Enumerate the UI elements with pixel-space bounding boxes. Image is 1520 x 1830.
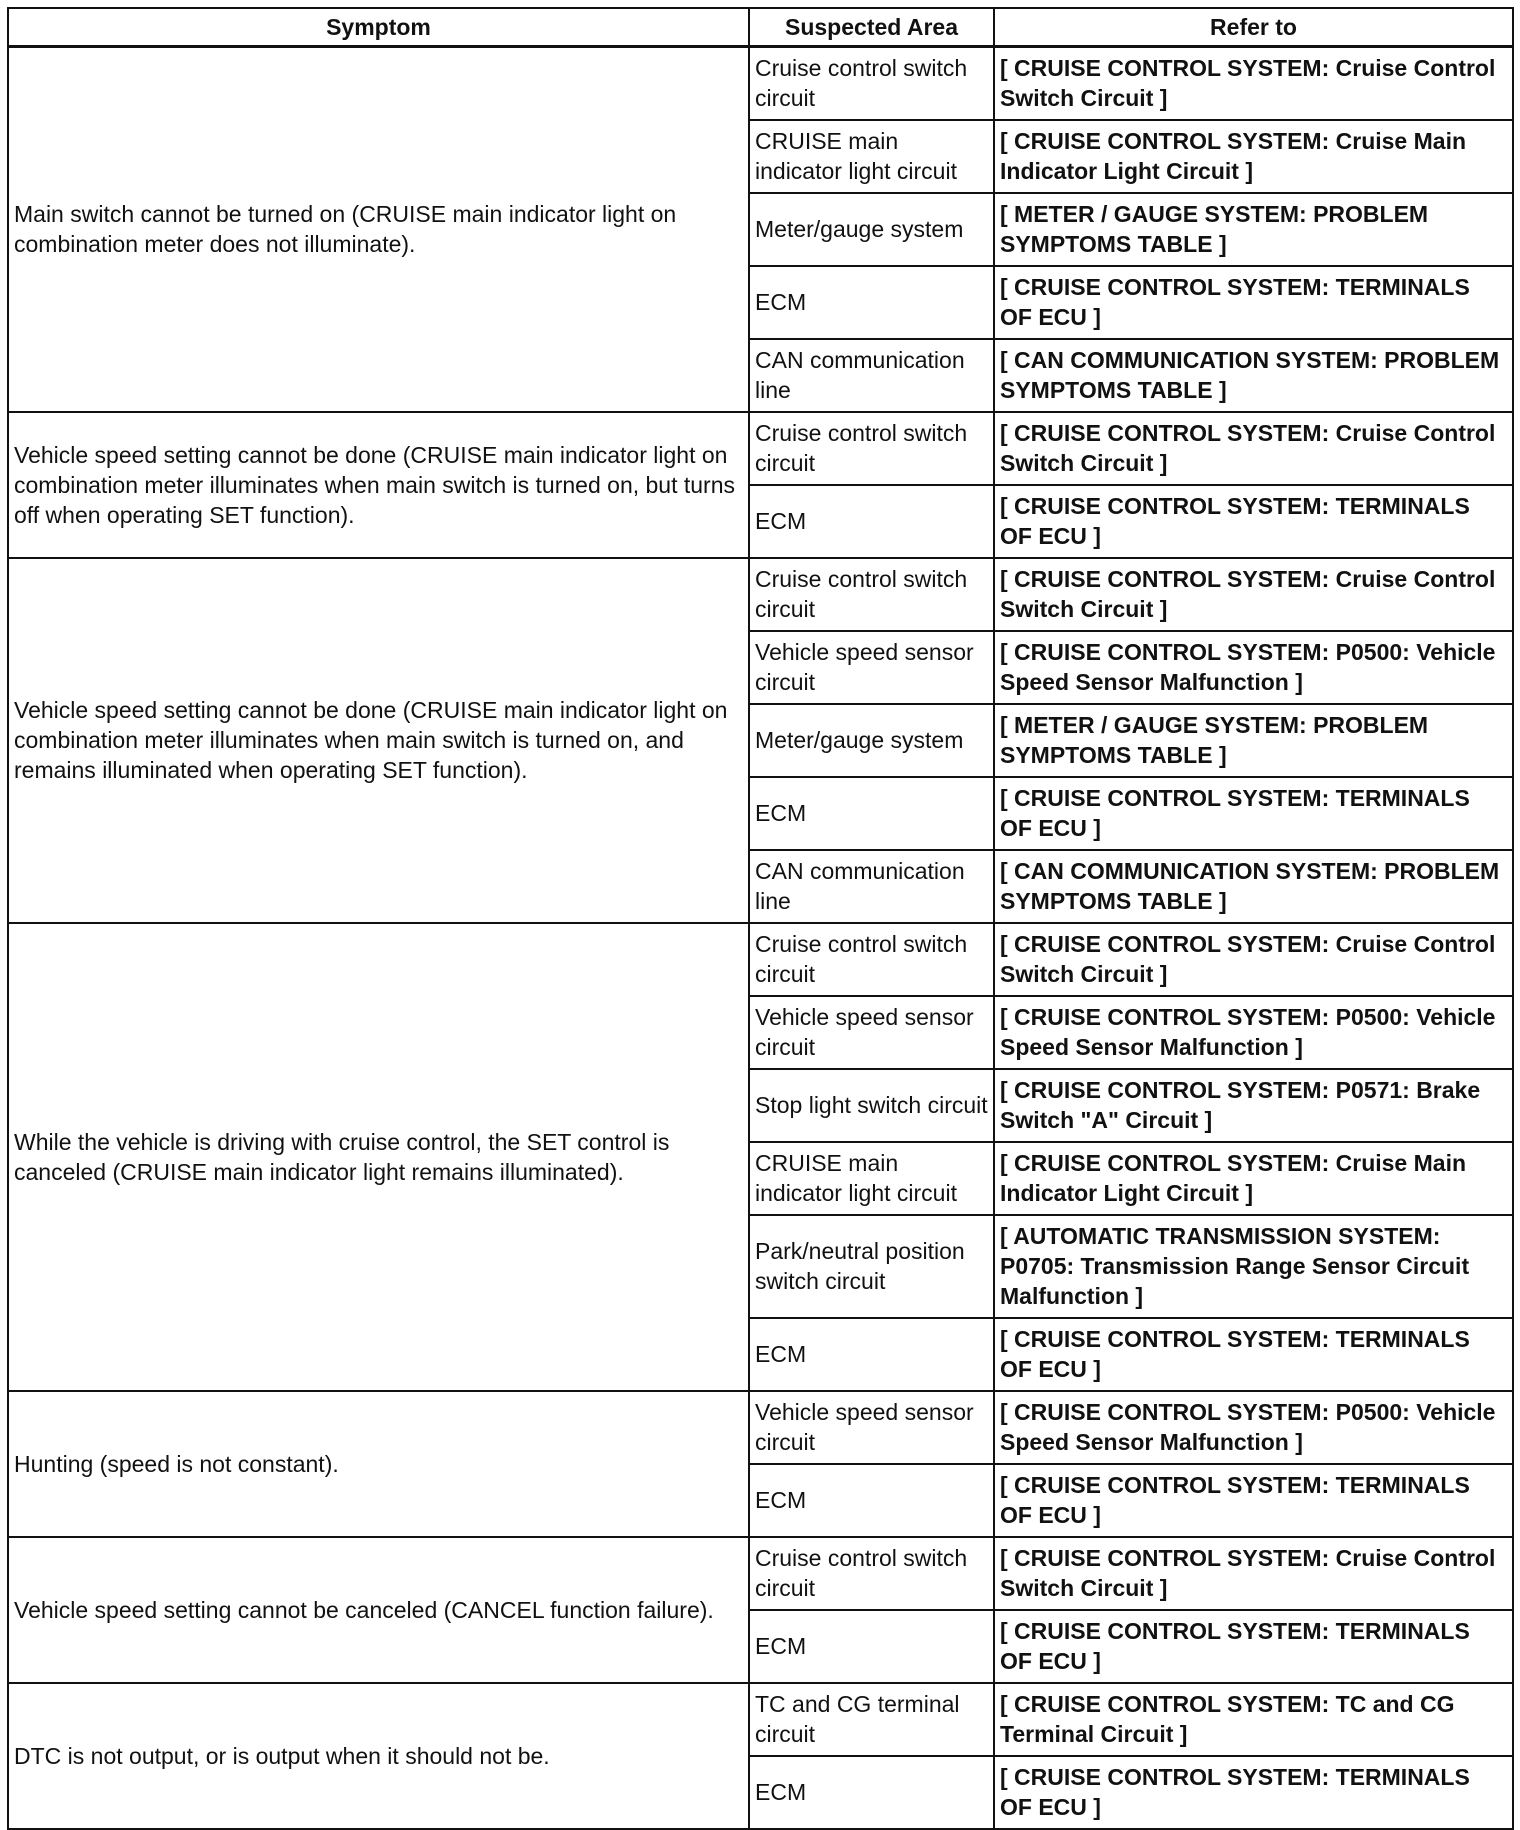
table-row xyxy=(8,412,1513,485)
table-row xyxy=(8,923,1513,996)
suspected-area-cell: Cruise control switch circuit xyxy=(749,1537,994,1610)
suspected-area-cell: ECM xyxy=(749,485,994,558)
table-row xyxy=(8,1537,1513,1610)
suspected-area-cell: ECM xyxy=(749,1756,994,1829)
symptom-cell: Hunting (speed is not constant). xyxy=(8,1391,749,1537)
column-header-symptom: Symptom xyxy=(8,8,749,47)
table-header-row xyxy=(8,8,1513,47)
refer-to-link[interactable]: [ CRUISE CONTROL SYSTEM: P0500: Vehicle Speed Sensor Malfunction ] xyxy=(994,996,1513,1069)
symptom-cell: Vehicle speed setting cannot be done (CRUISE main indicator light on combination meter illuminates when main switch is turned on, and remains illuminated when operating SET function). xyxy=(8,558,749,923)
refer-to-link[interactable]: [ CRUISE CONTROL SYSTEM: P0500: Vehicle Speed Sensor Malfunction ] xyxy=(994,1391,1513,1464)
suspected-area-cell: Cruise control switch circuit xyxy=(749,558,994,631)
suspected-area-cell: Cruise control switch circuit xyxy=(749,923,994,996)
refer-to-link[interactable]: [ CAN COMMUNICATION SYSTEM: PROBLEM SYMPTOMS TABLE ] xyxy=(994,339,1513,412)
refer-to-link[interactable]: [ CRUISE CONTROL SYSTEM: Cruise Main Indicator Light Circuit ] xyxy=(994,120,1513,193)
refer-to-link[interactable]: [ CAN COMMUNICATION SYSTEM: PROBLEM SYMPTOMS TABLE ] xyxy=(994,850,1513,923)
refer-to-link[interactable]: [ CRUISE CONTROL SYSTEM: Cruise Control Switch Circuit ] xyxy=(994,923,1513,996)
refer-to-link[interactable]: [ CRUISE CONTROL SYSTEM: TERMINALS OF ECU ] xyxy=(994,1756,1513,1829)
refer-to-link[interactable]: [ CRUISE CONTROL SYSTEM: TC and CG Terminal Circuit ] xyxy=(994,1683,1513,1756)
suspected-area-cell: Vehicle speed sensor circuit xyxy=(749,1391,994,1464)
column-header-suspected-area: Suspected Area xyxy=(749,8,994,47)
refer-to-link[interactable]: [ CRUISE CONTROL SYSTEM: TERMINALS OF ECU ] xyxy=(994,266,1513,339)
suspected-area-cell: Meter/gauge system xyxy=(749,193,994,266)
table-row xyxy=(8,558,1513,631)
refer-to-link[interactable]: [ CRUISE CONTROL SYSTEM: P0571: Brake Switch "A" Circuit ] xyxy=(994,1069,1513,1142)
suspected-area-cell: CRUISE main indicator light circuit xyxy=(749,120,994,193)
table-row xyxy=(8,1683,1513,1756)
suspected-area-cell: Vehicle speed sensor circuit xyxy=(749,996,994,1069)
suspected-area-cell: Cruise control switch circuit xyxy=(749,47,994,120)
refer-to-link[interactable]: [ CRUISE CONTROL SYSTEM: TERMINALS OF ECU ] xyxy=(994,1464,1513,1537)
refer-to-link[interactable]: [ CRUISE CONTROL SYSTEM: Cruise Control Switch Circuit ] xyxy=(994,412,1513,485)
table-row xyxy=(8,1391,1513,1464)
refer-to-link[interactable]: [ CRUISE CONTROL SYSTEM: TERMINALS OF ECU ] xyxy=(994,777,1513,850)
refer-to-link[interactable]: [ METER / GAUGE SYSTEM: PROBLEM SYMPTOMS TABLE ] xyxy=(994,193,1513,266)
suspected-area-cell: CAN communication line xyxy=(749,339,994,412)
refer-to-link[interactable]: [ CRUISE CONTROL SYSTEM: TERMINALS OF ECU ] xyxy=(994,485,1513,558)
suspected-area-cell: Meter/gauge system xyxy=(749,704,994,777)
refer-to-link[interactable]: [ CRUISE CONTROL SYSTEM: Cruise Control Switch Circuit ] xyxy=(994,558,1513,631)
symptom-cell: Main switch cannot be turned on (CRUISE main indicator light on combination meter does not illuminate). xyxy=(8,47,749,412)
suspected-area-cell: TC and CG terminal circuit xyxy=(749,1683,994,1756)
suspected-area-cell: CRUISE main indicator light circuit xyxy=(749,1142,994,1215)
suspected-area-cell: Vehicle speed sensor circuit xyxy=(749,631,994,704)
column-header-refer-to: Refer to xyxy=(994,8,1513,47)
refer-to-link[interactable]: [ CRUISE CONTROL SYSTEM: Cruise Control Switch Circuit ] xyxy=(994,47,1513,120)
suspected-area-cell: Stop light switch circuit xyxy=(749,1069,994,1142)
refer-to-link[interactable]: [ CRUISE CONTROL SYSTEM: Cruise Control Switch Circuit ] xyxy=(994,1537,1513,1610)
suspected-area-cell: Park/neutral position switch circuit xyxy=(749,1215,994,1318)
refer-to-link[interactable]: [ CRUISE CONTROL SYSTEM: TERMINALS OF ECU ] xyxy=(994,1610,1513,1683)
table-row xyxy=(8,47,1513,120)
suspected-area-cell: ECM xyxy=(749,266,994,339)
refer-to-link[interactable]: [ METER / GAUGE SYSTEM: PROBLEM SYMPTOMS TABLE ] xyxy=(994,704,1513,777)
suspected-area-cell: ECM xyxy=(749,1610,994,1683)
refer-to-link[interactable]: [ CRUISE CONTROL SYSTEM: Cruise Main Indicator Light Circuit ] xyxy=(994,1142,1513,1215)
refer-to-link[interactable]: [ CRUISE CONTROL SYSTEM: TERMINALS OF ECU ] xyxy=(994,1318,1513,1391)
suspected-area-cell: ECM xyxy=(749,777,994,850)
refer-to-link[interactable]: [ AUTOMATIC TRANSMISSION SYSTEM: P0705: Transmission Range Sensor Circuit Malfunction ] xyxy=(994,1215,1513,1318)
suspected-area-cell: ECM xyxy=(749,1318,994,1391)
suspected-area-cell: Cruise control switch circuit xyxy=(749,412,994,485)
table-body xyxy=(8,47,1513,1829)
refer-to-link[interactable]: [ CRUISE CONTROL SYSTEM: P0500: Vehicle Speed Sensor Malfunction ] xyxy=(994,631,1513,704)
symptom-cell: Vehicle speed setting cannot be done (CRUISE main indicator light on combination meter illuminates when main switch is turned on, but turns off when operating SET function). xyxy=(8,412,749,558)
suspected-area-cell: CAN communication line xyxy=(749,850,994,923)
symptom-cell: DTC is not output, or is output when it should not be. xyxy=(8,1683,749,1829)
problem-symptoms-table xyxy=(7,7,1514,1830)
symptom-cell: While the vehicle is driving with cruise control, the SET control is canceled (CRUISE main indicator light remains illuminated). xyxy=(8,923,749,1391)
symptom-cell: Vehicle speed setting cannot be canceled (CANCEL function failure). xyxy=(8,1537,749,1683)
suspected-area-cell: ECM xyxy=(749,1464,994,1537)
